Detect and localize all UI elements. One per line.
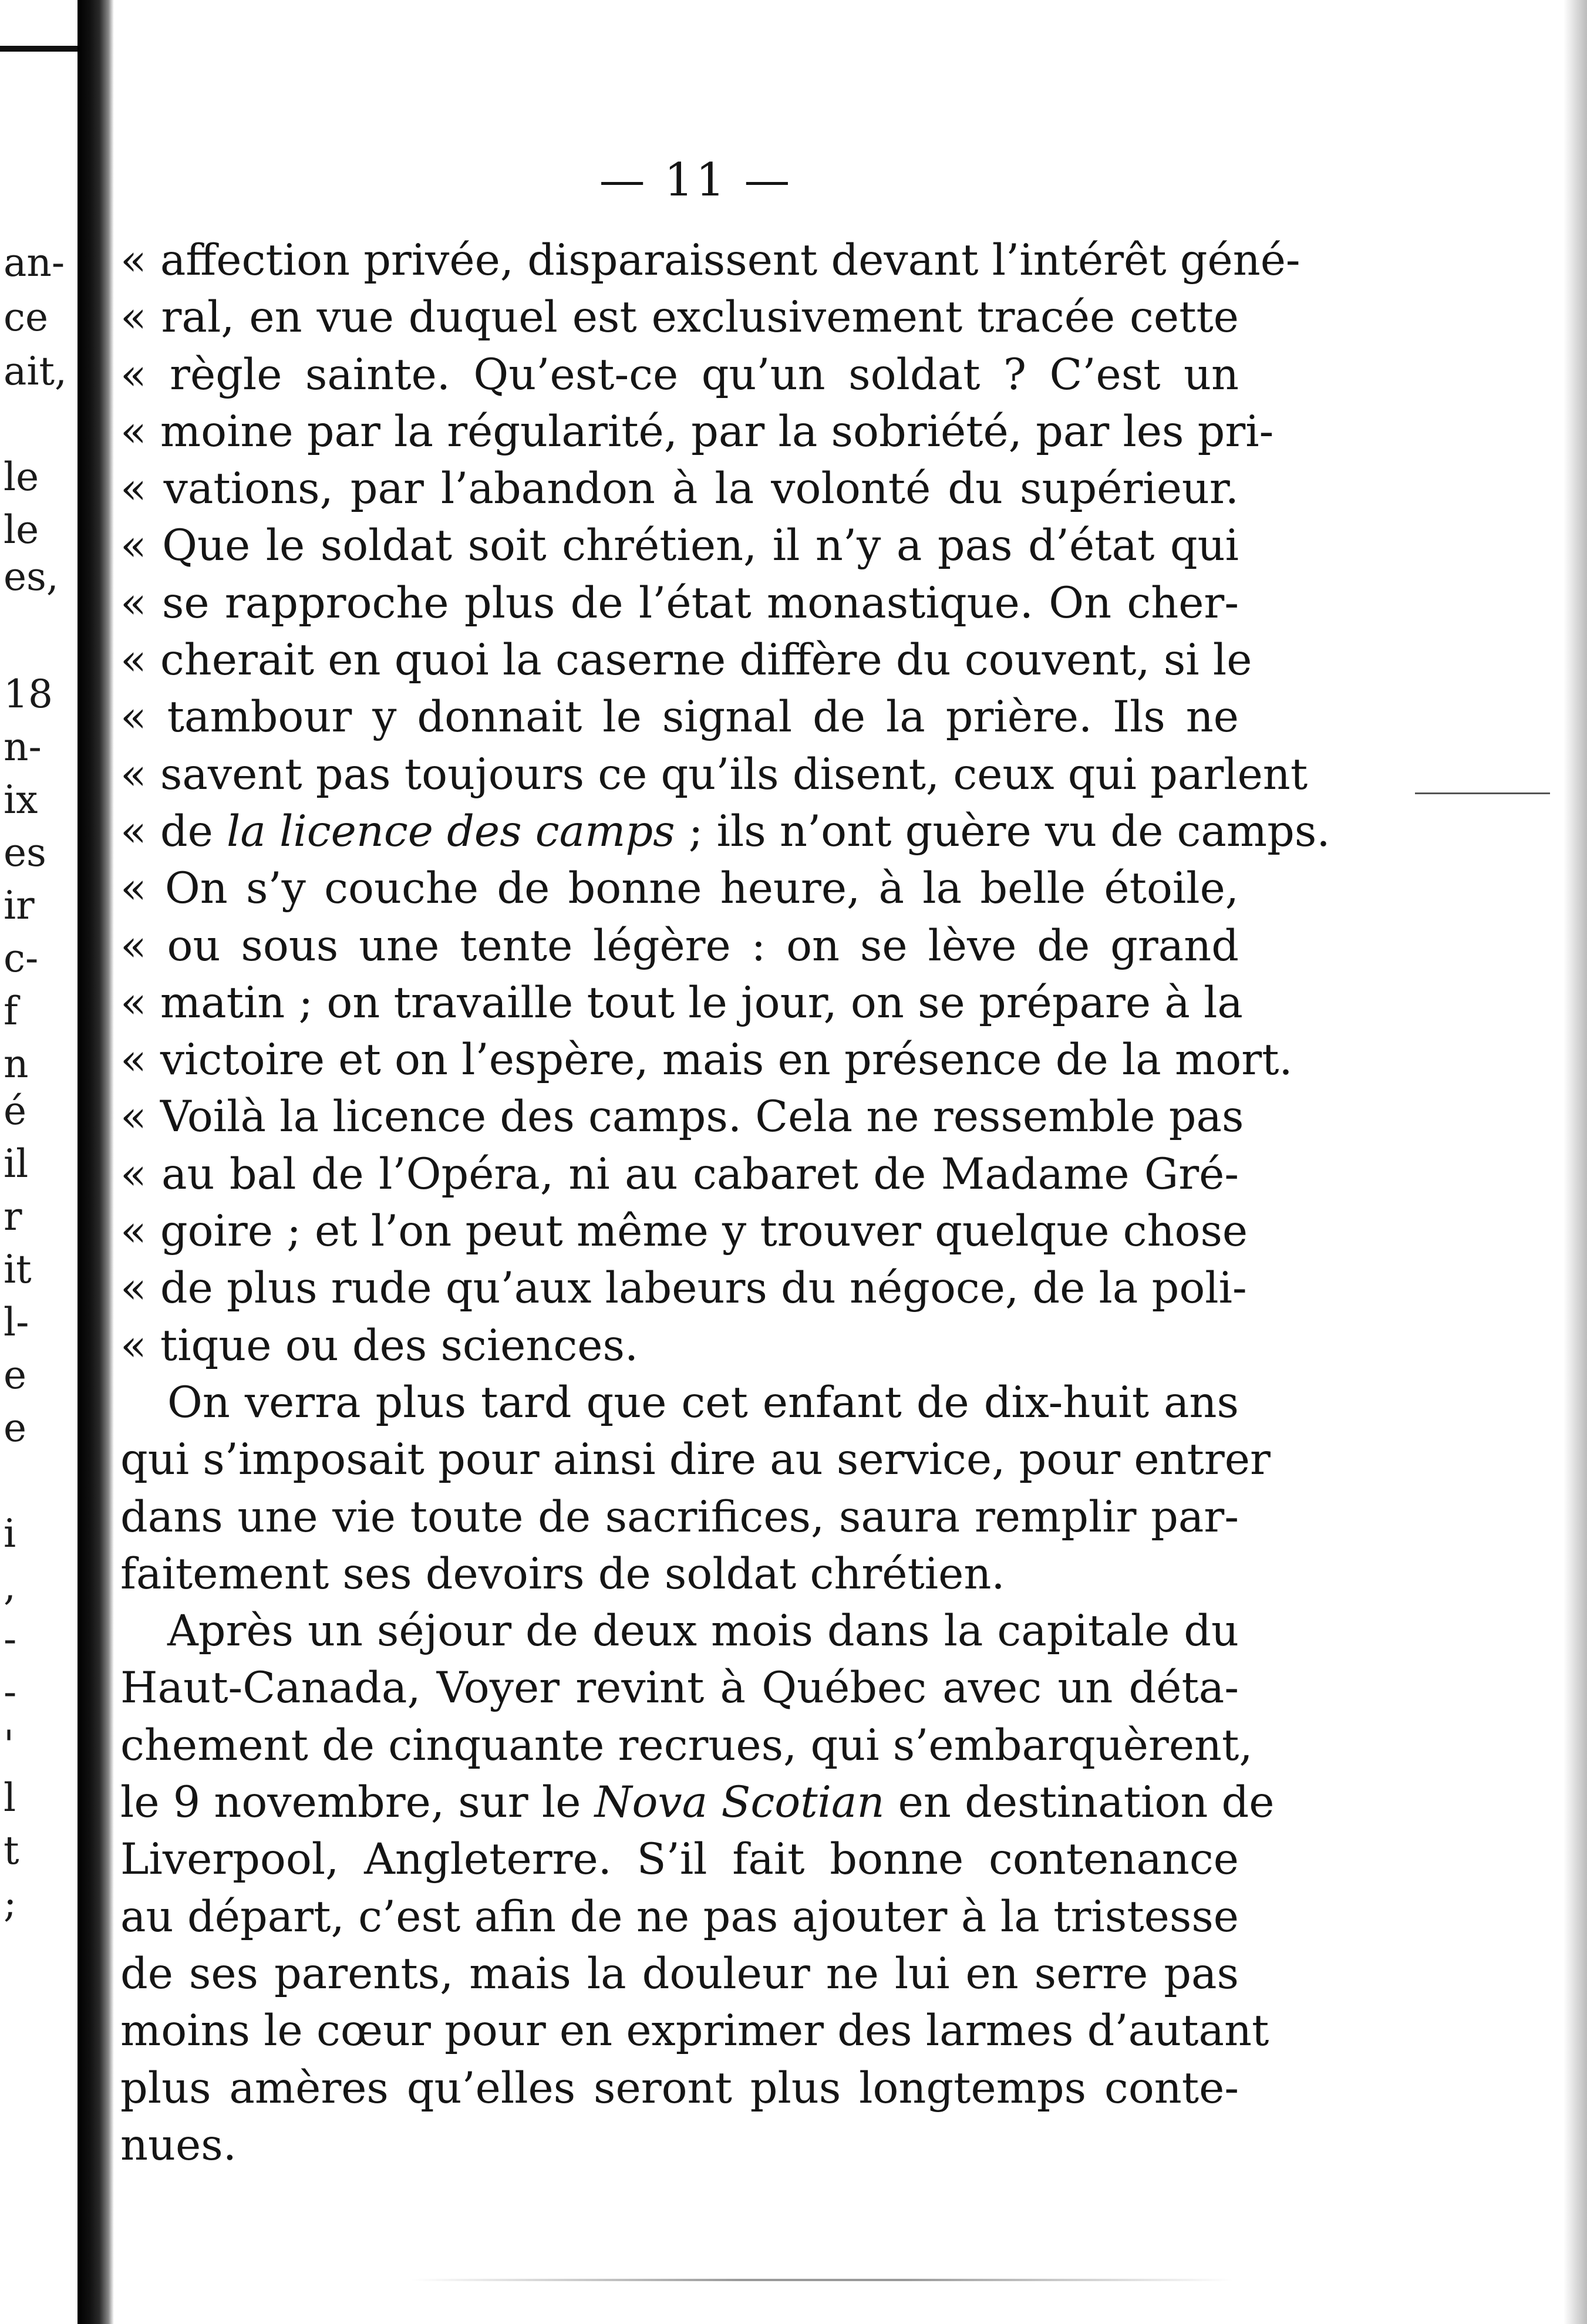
previous-page-text: l (4, 1775, 16, 1820)
previous-page-text: ; (4, 1881, 17, 1926)
text-line: « ral, en vue duquel est exclusivement tracée cette (120, 292, 1239, 343)
text-segment: ; ils n’ont guère vu de camps. (675, 806, 1330, 856)
text-line: « Voilà la licence des camps. Cela ne ressemble pas (120, 1092, 1244, 1142)
previous-page-text: es, (4, 554, 59, 599)
previous-page-text: il (4, 1141, 29, 1186)
previous-page-text: , (4, 1564, 16, 1609)
text-line: « ou sous une tente légère : on se lève de grand (120, 920, 1239, 971)
text-line: « affection privée, disparaissent devant l’intérêt géné- (120, 235, 1300, 285)
text-line: « règle sainte. Qu’est-ce qu’un soldat ? C’est un (120, 349, 1239, 400)
text-segment: « de (120, 806, 227, 856)
previous-page-text: es (4, 830, 46, 875)
bottom-smudge (411, 2279, 1233, 2281)
previous-page-text: ir (4, 883, 35, 928)
text-line: de ses parents, mais la douleur ne lui en serre pas (120, 1948, 1239, 1999)
text-line: faitement ses devoirs de soldat chrétien. (120, 1549, 1005, 1599)
text-segment: en destination de (884, 1777, 1275, 1828)
text-line: Haut-Canada, Voyer revint à Québec avec un déta- (120, 1663, 1239, 1714)
previous-page-text: ait, (4, 349, 67, 394)
text-line: « On s’y couche de bonne heure, à la belle étoile, (120, 864, 1239, 914)
text-line: « moine par la régularité, par la sobriété, par les pri- (120, 406, 1274, 457)
previous-page-text: le (4, 507, 39, 552)
text-line: nues. (120, 2120, 237, 2170)
text-segment: le 9 novembre, sur le (120, 1777, 595, 1828)
text-line: « Que le soldat soit chrétien, il n’y a pas d’état qui (120, 521, 1239, 571)
previous-page-text: t (4, 1828, 19, 1873)
text-line: « vations, par l’abandon à la volonté du supérieur. (120, 464, 1239, 514)
text-line: qui s’imposait pour ainsi dire au service, pour entrer (120, 1435, 1271, 1485)
page-right-edge (1564, 0, 1587, 2324)
text-line: « victoire et on l’espère, mais en présence de la mort. (120, 1035, 1293, 1085)
previous-page-text: l- (4, 1300, 29, 1345)
text-line: « savent pas toujours ce qu’ils disent, ceux qui parlent (120, 749, 1308, 800)
text-line: « se rapproche plus de l’état monastique. On cher- (120, 578, 1239, 628)
text-line: chement de cinquante recrues, qui s’embarquèrent, (120, 1720, 1253, 1770)
italic-text: la licence des camps (227, 806, 675, 856)
book-gutter (78, 0, 114, 2324)
previous-page-text: le (4, 454, 39, 500)
text-line: « goire ; et l’on peut même y trouver quelque chose (120, 1206, 1248, 1257)
text-line: « tique ou des sciences. (120, 1320, 639, 1371)
text-line (120, 803, 1330, 860)
text-line: « cherait en quoi la caserne diffère du couvent, si le (120, 635, 1252, 686)
text-line: dans une vie toute de sacrifices, saura remplir par- (120, 1492, 1239, 1542)
previous-page-text: n- (4, 724, 42, 770)
text-line (120, 1774, 1275, 1831)
previous-page-text: c- (4, 936, 39, 981)
previous-page-text: n (4, 1041, 29, 1087)
text-line: au départ, c’est afin de ne pas ajouter à la tristesse (120, 1891, 1239, 1942)
text-line: On verra plus tard que cet enfant de dix-huit ans (167, 1377, 1239, 1428)
text-line: Après un séjour de deux mois dans la capitale du (167, 1606, 1239, 1657)
previous-page-text: e (4, 1405, 27, 1451)
previous-page-text: - (4, 1669, 17, 1715)
previous-page-text: e (4, 1352, 27, 1398)
margin-mark (1415, 792, 1550, 794)
text-line: « au bal de l’Opéra, ni au cabaret de Madame Gré- (120, 1149, 1239, 1199)
previous-page-text: r (4, 1194, 22, 1239)
previous-page-text: f (4, 989, 18, 1034)
previous-page-text: ix (4, 777, 38, 822)
previous-page-text: - (4, 1617, 17, 1662)
previous-page-text: it (4, 1247, 32, 1292)
text-line: « tambour y donnait le signal de la prière. Ils ne (120, 692, 1239, 743)
previous-page-text: é (4, 1088, 27, 1134)
previous-page-text: i (4, 1511, 16, 1556)
previous-page-text: 18 (4, 672, 53, 717)
text-line: plus amères qu’elles seront plus longtemps conte- (120, 2063, 1239, 2113)
previous-page-text: ce (4, 295, 49, 340)
text-line: « matin ; on travaille tout le jour, on se prépare à la (120, 977, 1243, 1028)
previous-page-text: ' (4, 1722, 15, 1768)
text-line: « de plus rude qu’aux labeurs du négoce, de la poli- (120, 1263, 1247, 1314)
page-number: — 11 — (599, 154, 793, 207)
italic-text: Nova Scotian (594, 1777, 885, 1828)
previous-page-text: an- (4, 240, 65, 285)
text-line: Liverpool, Angleterre. S’il fait bonne contenance (120, 1834, 1239, 1885)
body-text (120, 232, 1330, 2174)
text-line: moins le cœur pour en exprimer des larmes d’autant (120, 2006, 1269, 2056)
